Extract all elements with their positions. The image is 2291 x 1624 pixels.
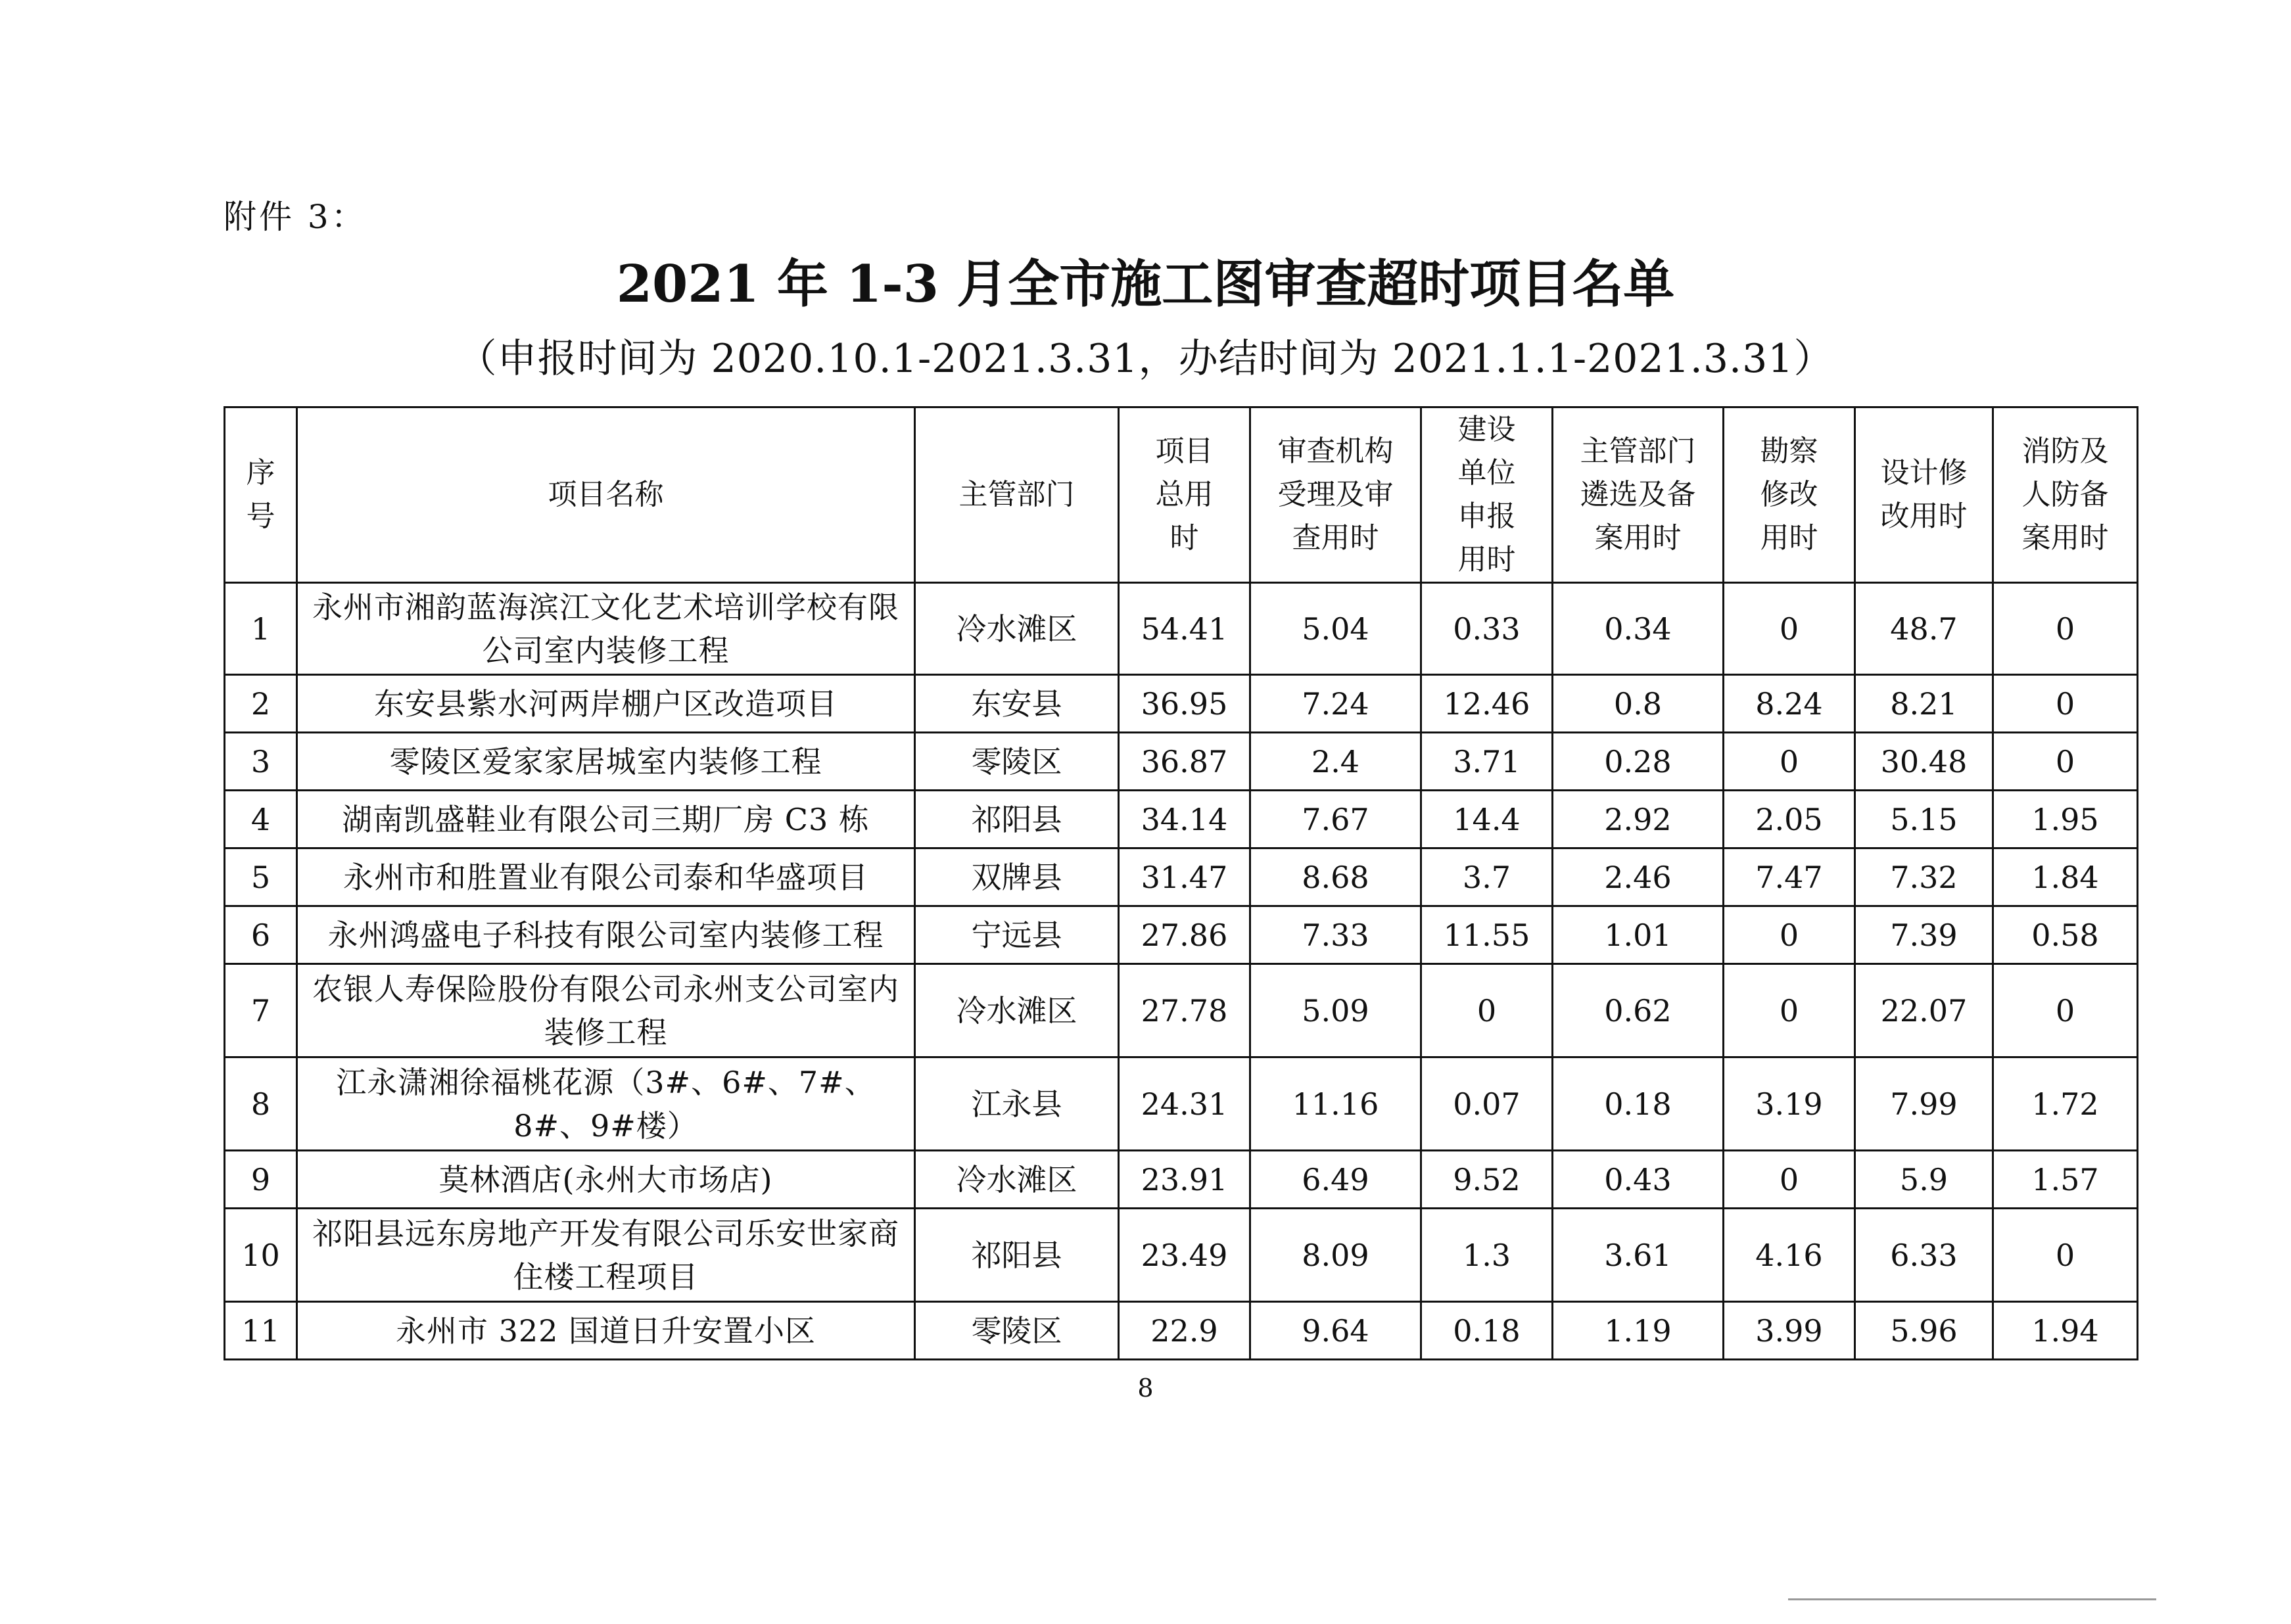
cell-survey: 0	[1724, 733, 1855, 791]
cell-survey: 3.19	[1724, 1057, 1855, 1151]
cell-seq: 10	[225, 1209, 297, 1302]
cell-design: 6.33	[1855, 1209, 1993, 1302]
cell-review: 5.09	[1250, 964, 1421, 1057]
header-seq: 序号	[225, 407, 297, 583]
cell-dept: 冷水滩区	[915, 964, 1119, 1057]
cell-design: 5.9	[1855, 1151, 1993, 1209]
cell-survey: 4.16	[1724, 1209, 1855, 1302]
table-row	[225, 1302, 2138, 1360]
cell-fire: 0	[1993, 675, 2138, 733]
cell-builder: 9.52	[1421, 1151, 1553, 1209]
cell-builder: 1.3	[1421, 1209, 1553, 1302]
cell-dept-filing: 0.43	[1553, 1151, 1724, 1209]
cell-dept-filing: 1.19	[1553, 1302, 1724, 1360]
cell-name: 祁阳县远东房地产开发有限公司乐安世家商住楼工程项目	[297, 1209, 915, 1302]
cell-dept: 零陵区	[915, 1302, 1119, 1360]
cell-dept: 祁阳县	[915, 791, 1119, 848]
table-row	[225, 791, 2138, 848]
table-row	[225, 1057, 2138, 1151]
cell-review: 5.04	[1250, 583, 1421, 675]
cell-name: 零陵区爱家家居城室内装修工程	[297, 733, 915, 791]
cell-builder: 11.55	[1421, 906, 1553, 964]
cell-builder: 0	[1421, 964, 1553, 1057]
cell-review: 7.67	[1250, 791, 1421, 848]
header-dept-filing: 主管部门遴选及备案用时	[1553, 407, 1724, 583]
cell-review: 2.4	[1250, 733, 1421, 791]
footer-rule	[1788, 1598, 2156, 1600]
cell-dept: 零陵区	[915, 733, 1119, 791]
cell-seq: 3	[225, 733, 297, 791]
cell-total: 36.95	[1119, 675, 1250, 733]
header-name: 项目名称	[297, 407, 915, 583]
cell-fire: 1.84	[1993, 848, 2138, 906]
cell-dept-filing: 2.46	[1553, 848, 1724, 906]
cell-survey: 8.24	[1724, 675, 1855, 733]
cell-dept: 江永县	[915, 1057, 1119, 1151]
cell-seq: 11	[225, 1302, 297, 1360]
cell-seq: 6	[225, 906, 297, 964]
cell-seq: 5	[225, 848, 297, 906]
header-review: 审查机构受理及审查用时	[1250, 407, 1421, 583]
cell-dept-filing: 2.92	[1553, 791, 1724, 848]
header-total: 项目总用时	[1119, 407, 1250, 583]
cell-review: 7.24	[1250, 675, 1421, 733]
cell-total: 31.47	[1119, 848, 1250, 906]
cell-name: 农银人寿保险股份有限公司永州支公司室内装修工程	[297, 964, 915, 1057]
cell-dept-filing: 3.61	[1553, 1209, 1724, 1302]
cell-builder: 12.46	[1421, 675, 1553, 733]
cell-review: 8.68	[1250, 848, 1421, 906]
cell-dept-filing: 0.8	[1553, 675, 1724, 733]
cell-name: 永州市 322 国道日升安置小区	[297, 1302, 915, 1360]
cell-total: 23.49	[1119, 1209, 1250, 1302]
cell-fire: 0	[1993, 1209, 2138, 1302]
cell-dept: 双牌县	[915, 848, 1119, 906]
cell-dept: 冷水滩区	[915, 583, 1119, 675]
cell-dept: 冷水滩区	[915, 1151, 1119, 1209]
cell-fire: 0	[1993, 964, 2138, 1057]
cell-dept-filing: 0.28	[1553, 733, 1724, 791]
cell-review: 8.09	[1250, 1209, 1421, 1302]
cell-seq: 2	[225, 675, 297, 733]
attachment-label: 附件 3：	[224, 198, 367, 236]
cell-builder: 0.33	[1421, 583, 1553, 675]
cell-review: 9.64	[1250, 1302, 1421, 1360]
cell-design: 7.39	[1855, 906, 1993, 964]
cell-seq: 7	[225, 964, 297, 1057]
cell-design: 7.99	[1855, 1057, 1993, 1151]
cell-fire: 0	[1993, 733, 2138, 791]
table-row	[225, 675, 2138, 733]
cell-seq: 9	[225, 1151, 297, 1209]
cell-fire: 1.72	[1993, 1057, 2138, 1151]
cell-total: 22.9	[1119, 1302, 1250, 1360]
cell-dept-filing: 0.18	[1553, 1057, 1724, 1151]
cell-survey: 0	[1724, 906, 1855, 964]
table-row	[225, 1209, 2138, 1302]
cell-fire: 1.94	[1993, 1302, 2138, 1360]
cell-builder: 3.7	[1421, 848, 1553, 906]
cell-fire: 0.58	[1993, 906, 2138, 964]
cell-design: 5.15	[1855, 791, 1993, 848]
cell-total: 24.31	[1119, 1057, 1250, 1151]
cell-total: 36.87	[1119, 733, 1250, 791]
table-row	[225, 583, 2138, 675]
cell-seq: 1	[225, 583, 297, 675]
cell-total: 27.86	[1119, 906, 1250, 964]
cell-design: 5.96	[1855, 1302, 1993, 1360]
cell-fire: 1.95	[1993, 791, 2138, 848]
document-subtitle: （申报时间为 2020.10.1-2021.3.31，办结时间为 2021.1.1-2021.3.31）	[457, 336, 1834, 382]
table-header-row	[225, 407, 2138, 583]
table-row	[225, 964, 2138, 1057]
cell-survey: 0	[1724, 964, 1855, 1057]
cell-total: 34.14	[1119, 791, 1250, 848]
cell-name: 江永潇湘徐福桃花源（3#、6#、7#、8#、9#楼）	[297, 1057, 915, 1151]
cell-builder: 0.07	[1421, 1057, 1553, 1151]
cell-total: 23.91	[1119, 1151, 1250, 1209]
cell-design: 7.32	[1855, 848, 1993, 906]
table-row	[225, 1151, 2138, 1209]
header-dept: 主管部门	[915, 407, 1119, 583]
cell-survey: 2.05	[1724, 791, 1855, 848]
cell-design: 48.7	[1855, 583, 1993, 675]
cell-review: 11.16	[1250, 1057, 1421, 1151]
cell-design: 8.21	[1855, 675, 1993, 733]
cell-dept: 祁阳县	[915, 1209, 1119, 1302]
cell-name: 永州市湘韵蓝海滨江文化艺术培训学校有限公司室内装修工程	[297, 583, 915, 675]
cell-total: 54.41	[1119, 583, 1250, 675]
cell-seq: 4	[225, 791, 297, 848]
table-row	[225, 848, 2138, 906]
table-row	[225, 906, 2138, 964]
header-builder: 建设单位申报用时	[1421, 407, 1553, 583]
cell-builder: 3.71	[1421, 733, 1553, 791]
cell-design: 22.07	[1855, 964, 1993, 1057]
cell-design: 30.48	[1855, 733, 1993, 791]
header-survey: 勘察修改用时	[1724, 407, 1855, 583]
header-design: 设计修改用时	[1855, 407, 1993, 583]
cell-dept: 东安县	[915, 675, 1119, 733]
page-number: 8	[1137, 1374, 1154, 1403]
cell-name: 永州市和胜置业有限公司泰和华盛项目	[297, 848, 915, 906]
table-row	[225, 733, 2138, 791]
cell-survey: 3.99	[1724, 1302, 1855, 1360]
cell-review: 7.33	[1250, 906, 1421, 964]
document-title: 2021 年 1-3 月全市施工图审查超时项目名单	[616, 254, 1675, 314]
cell-survey: 0	[1724, 583, 1855, 675]
cell-dept-filing: 0.34	[1553, 583, 1724, 675]
cell-name: 东安县紫水河两岸棚户区改造项目	[297, 675, 915, 733]
cell-total: 27.78	[1119, 964, 1250, 1057]
cell-name: 永州鸿盛电子科技有限公司室内装修工程	[297, 906, 915, 964]
overdue-projects-table	[224, 406, 2138, 1360]
cell-builder: 14.4	[1421, 791, 1553, 848]
cell-fire: 1.57	[1993, 1151, 2138, 1209]
cell-dept-filing: 1.01	[1553, 906, 1724, 964]
cell-review: 6.49	[1250, 1151, 1421, 1209]
cell-dept-filing: 0.62	[1553, 964, 1724, 1057]
cell-seq: 8	[225, 1057, 297, 1151]
cell-builder: 0.18	[1421, 1302, 1553, 1360]
cell-name: 湖南凯盛鞋业有限公司三期厂房 C3 栋	[297, 791, 915, 848]
cell-dept: 宁远县	[915, 906, 1119, 964]
cell-fire: 0	[1993, 583, 2138, 675]
cell-name: 莫林酒店(永州大市场店)	[297, 1151, 915, 1209]
cell-survey: 7.47	[1724, 848, 1855, 906]
header-fire: 消防及人防备案用时	[1993, 407, 2138, 583]
cell-survey: 0	[1724, 1151, 1855, 1209]
